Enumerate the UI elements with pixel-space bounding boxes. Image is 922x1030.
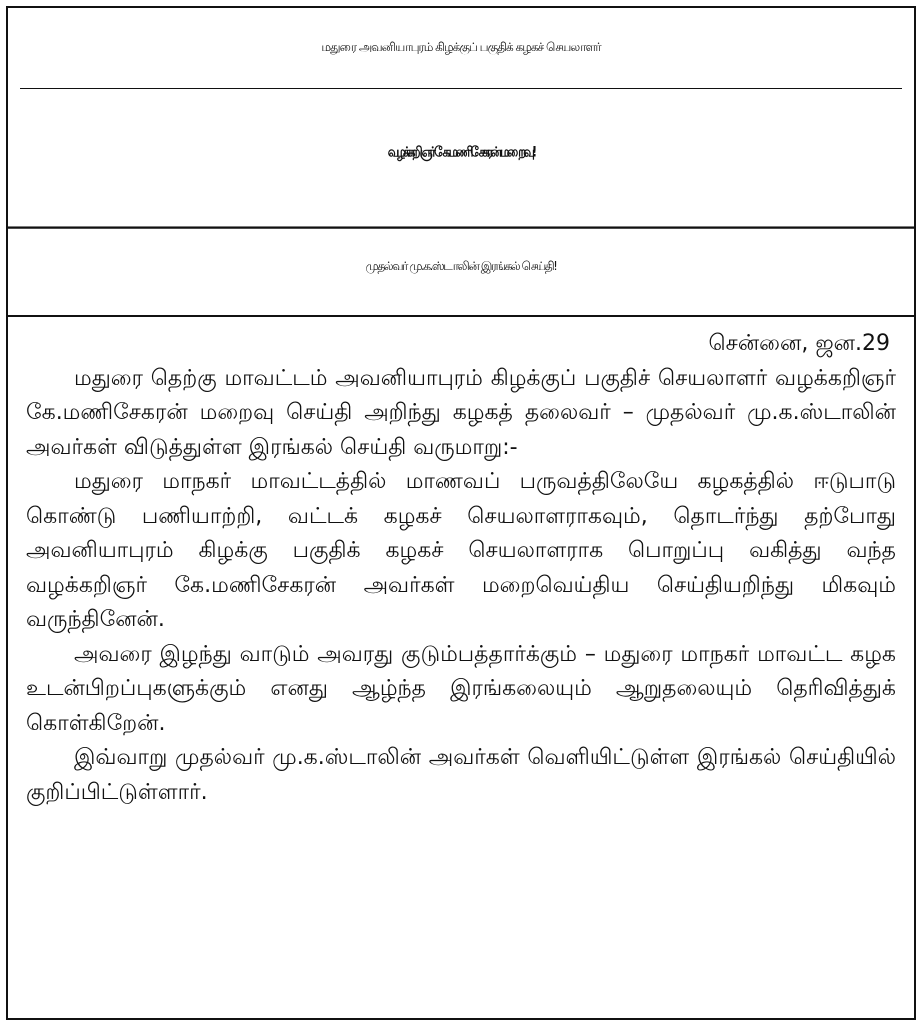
kicker-line: மதுரை அவனியாபுரம் கிழக்குப் பகுதிக் கழகச் செயலாளர் [20,8,902,89]
paragraph-2: மதுரை மாநகர் மாவட்டத்தில் மாணவப் பருவத்திலேயே கழகத்தில் ஈடுபாடு கொண்டு பணியாற்றி, வட்டக் கழகச் செயலாளராகவும், தொடர்ந்து தற்போது அவனியாபுரம் கிழக்கு பகுதிக் கழகச் செயலாளராக பொறுப்பு வகித்து வந்த வழக்கறிஞர் கே.மணிசேகரன் அவர்கள் மறைவெய்திய செய்தியறிந்து மிகவும் வருந்தினேன். [26,469,896,632]
paragraph-1: மதுரை தெற்கு மாவட்டம் அவனியாபுரம் கிழக்குப் பகுதிச் செயலாளர் வழக்கறிஞர் கே.மணிசேகரன் மறைவு செய்தி அறிந்து கழகத் தலைவர் – முதல்வர் மு.க.ஸ்டாலின் அவர்கள் விடுத்துள்ள இரங்கல் செய்தி வருமாறு:- [26,365,896,460]
paragraph-3: அவரை இழந்து வாடும் அவரது குடும்பத்தார்க்கும் – மதுரை மாநகர் மாவட்ட கழக உடன்பிறப்புகளுக்கும் எனது ஆழ்ந்த இரங்கலையும் ஆறுதலையும் தெரிவித்துக் கொள்கிறேன். [26,641,896,736]
dateline: சென்னை, ஜன.29 [708,331,890,356]
paragraph-4: இவ்வாறு முதல்வர் மு.க.ஸ்டாலின் அவர்கள் வெளியிட்டுள்ள இரங்கல் செய்தியில் குறிப்பிட்டுள்ளார். [26,745,896,805]
article-body [8,317,914,810]
headline: வழக்கறிஞர் கே.மணிசேகரன் மறைவு! [8,79,914,229]
subheadline: முதல்வர் மு.க.ஸ்டாலின் இரங்கல் செய்தி! [8,219,914,317]
news-clipping [6,6,916,1020]
